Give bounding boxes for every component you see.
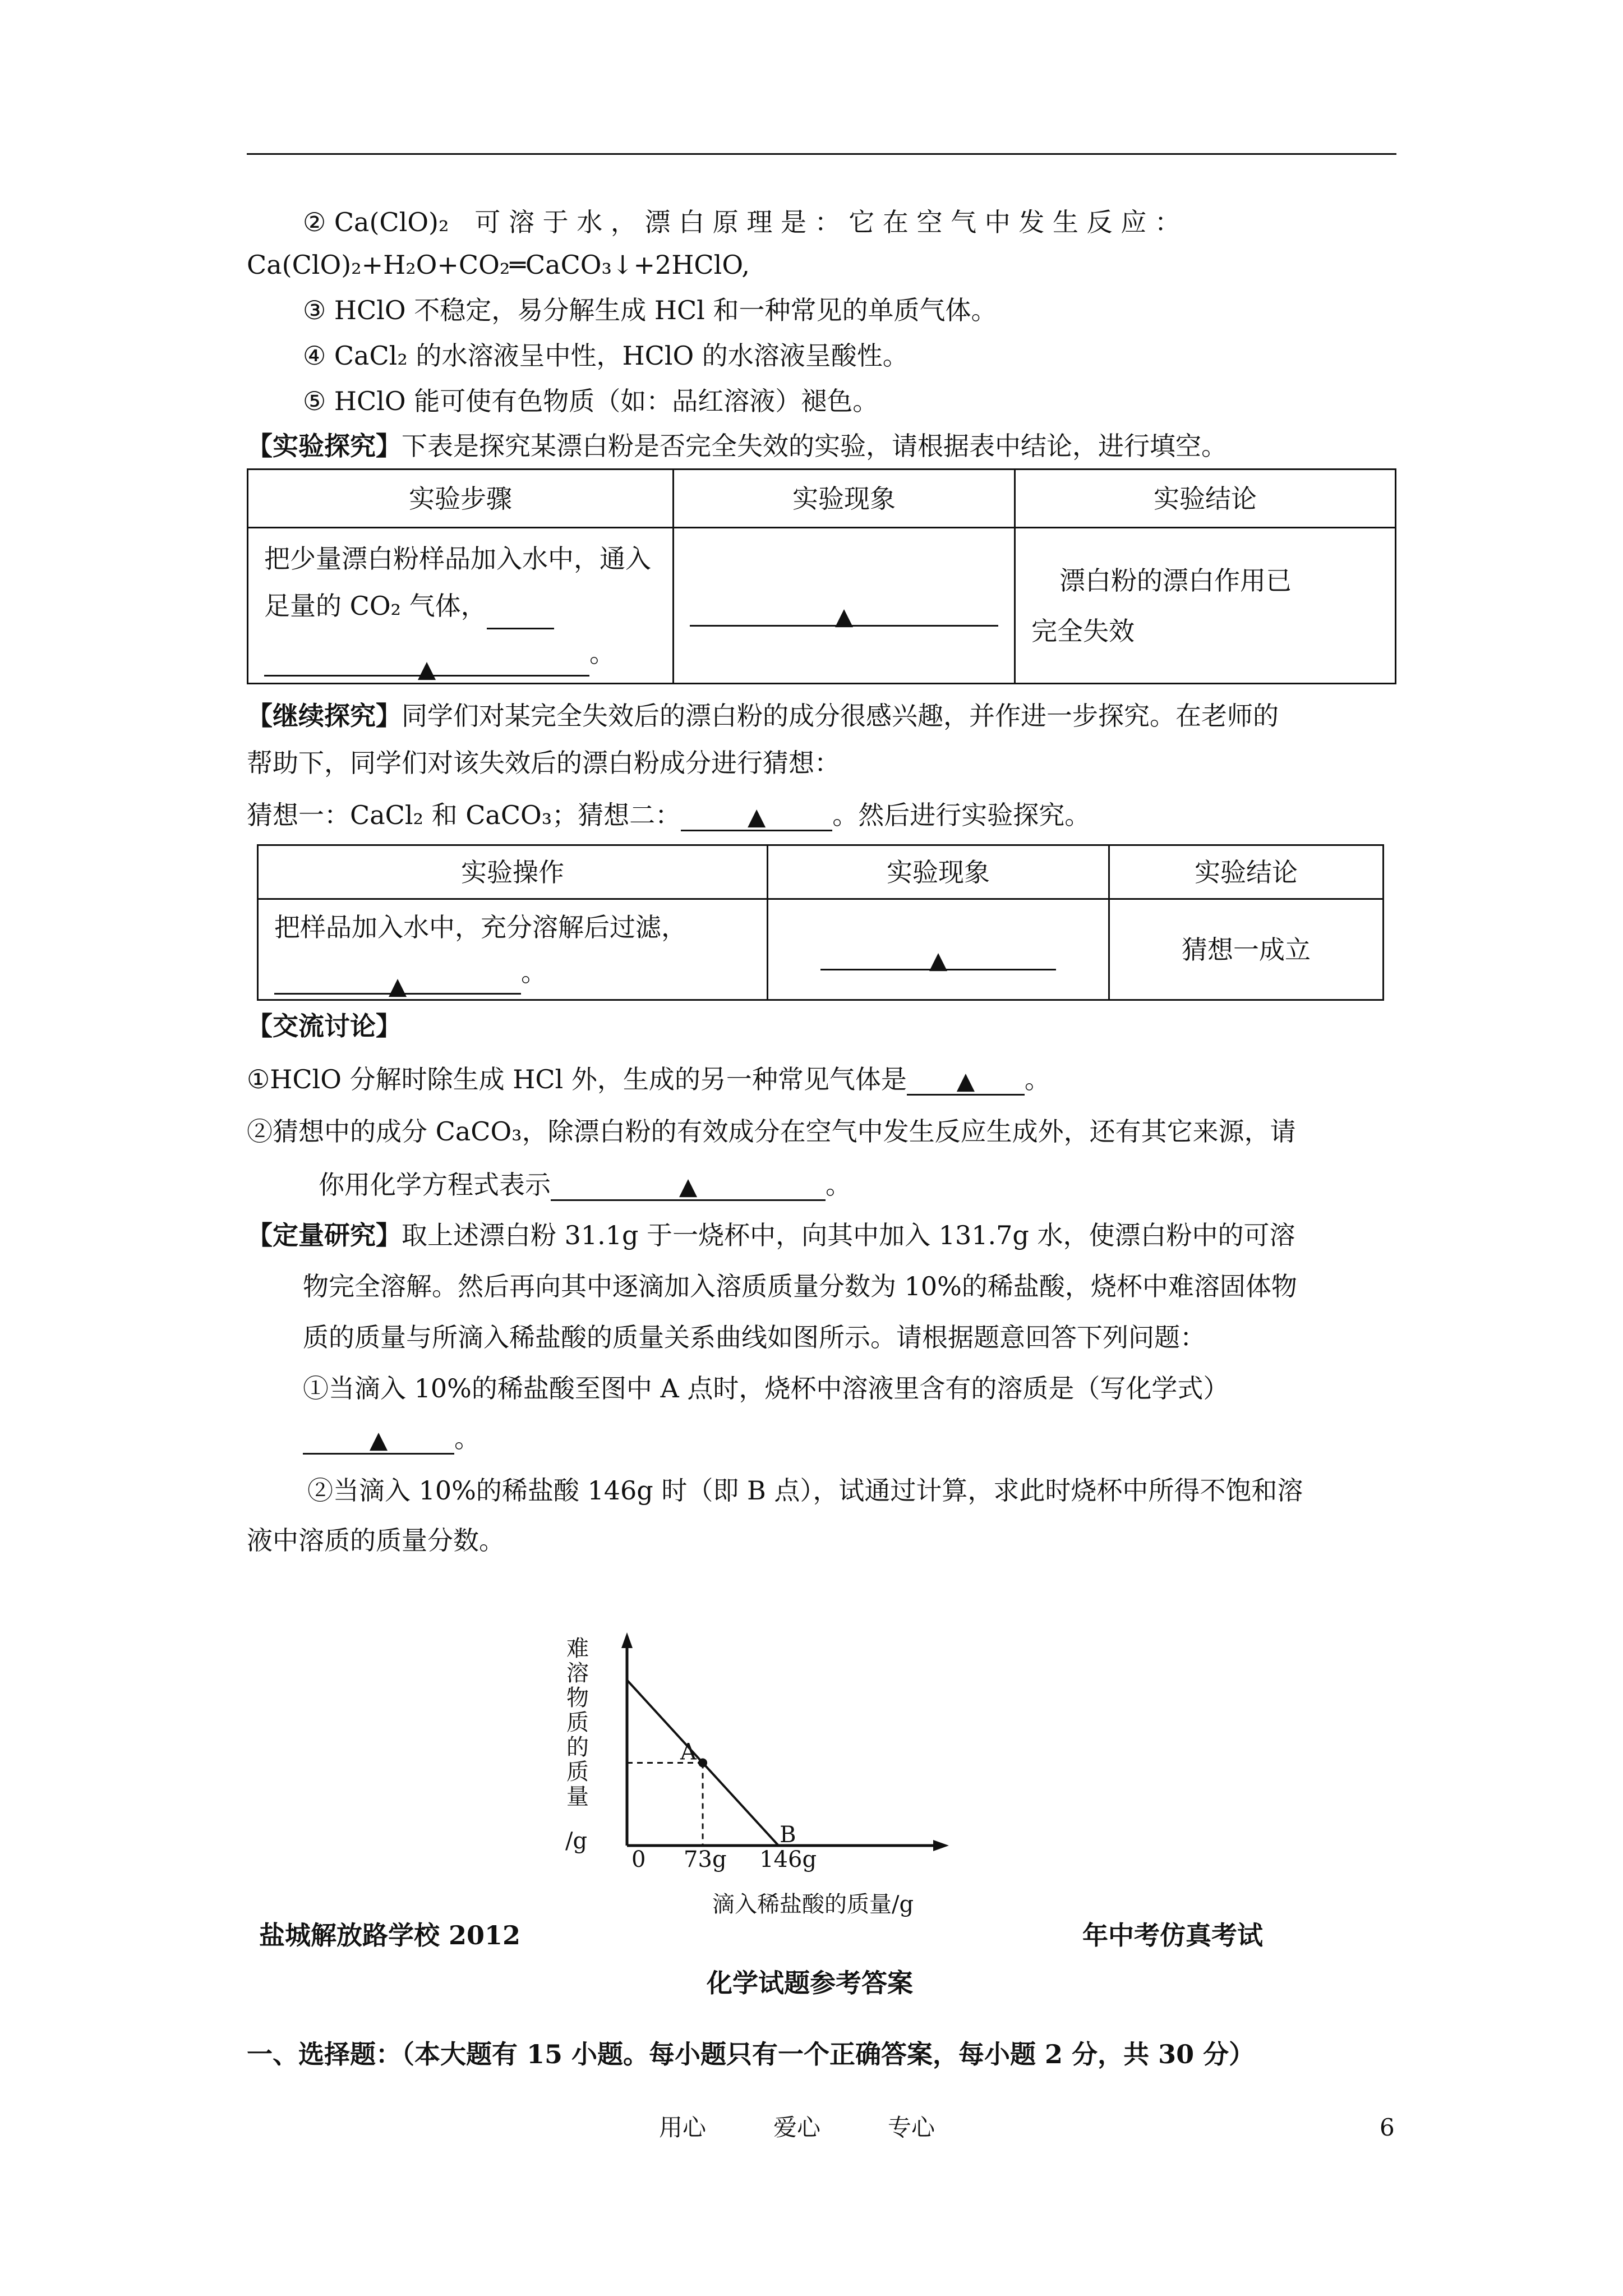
continue-op-line2: ▲ 。 <box>274 950 751 995</box>
hint-2: ② Ca(ClO)₂ 可 溶 于 水 ， 漂 白 原 理 是 ： 它 在 空 气 中 发 生 反 应 ： <box>303 207 1181 237</box>
answer-marker: ▲ <box>956 1067 975 1094</box>
answer-marker: ▲ <box>679 1172 698 1200</box>
explore-step-cell <box>248 528 674 684</box>
continue-op-line1: 把样品加入水中，充分溶解后过滤， <box>274 912 687 942</box>
footer-motto <box>659 2111 935 2144</box>
continue-conclusion-cell: 猜想一成立 <box>1109 899 1384 1000</box>
answers-school: 盐城解放路学校 2012 <box>259 1920 521 1950</box>
footer-motto-2: 爱心 <box>773 2114 821 2141</box>
continue-intro: 【继续探究】同学们对某完全失效后的漂白粉的成分很感兴趣，并作进一步探究。在老师的 <box>247 701 1279 731</box>
answer-marker: ▲ <box>929 946 948 974</box>
answers-section1: 一、选择题：（本大题有 15 小题。每小题只有一个正确答案，每小题 2 分，共 30 分） <box>247 2039 1255 2069</box>
ylabel-char: 质 <box>566 1759 589 1785</box>
continue-op-cell <box>258 899 768 1000</box>
quant-q2-line2: 液中溶质的质量分数。 <box>247 1525 505 1556</box>
explore-header-phenomenon: 实验现象 <box>674 470 1015 528</box>
continue-table <box>257 844 1384 1001</box>
hint-3: ③ HClO 不稳定，易分解生成 HCl 和一种常见的单质气体。 <box>303 295 997 325</box>
explore-phenomenon-blank[interactable] <box>690 595 998 630</box>
point-label-B: B <box>780 1822 796 1848</box>
explore-header-step: 实验步骤 <box>248 470 674 528</box>
ylabel-char: 质 <box>566 1710 589 1736</box>
continue-text2: 帮助下，同学们对该失效后的漂白粉成分进行猜想： <box>247 748 840 778</box>
quant-q1: ①当滴入 10%的稀盐酸至图中 A 点时，烧杯中溶液里含有的溶质是（写化学式） <box>303 1373 1229 1404</box>
y-axis-arrow <box>621 1632 633 1648</box>
answer-marker: ▲ <box>388 972 407 1000</box>
explore-conclusion-cell <box>1015 528 1396 684</box>
point-A <box>698 1759 707 1768</box>
quant-text2: 物完全溶解。然后再向其中逐滴加入溶质质量分数为 10%的稀盐酸，烧杯中难溶固体物 <box>303 1271 1297 1301</box>
continue-header-op: 实验操作 <box>258 845 768 899</box>
continue-phenomenon-blank[interactable] <box>820 938 1056 974</box>
ylabel-char: 溶 <box>566 1660 589 1686</box>
header-rule <box>247 153 1396 155</box>
hint-4: ④ CaCl₂ 的水溶液呈中性，HClO 的水溶液呈酸性。 <box>303 341 909 371</box>
footer-motto-3: 专心 <box>888 2114 935 2141</box>
ylabel-char: 的 <box>566 1734 589 1760</box>
quant-label: 【定量研究】 <box>247 1220 402 1250</box>
hint-2-equation: Ca(ClO)₂+H₂O+CO₂═CaCO₃↓+2HClO, <box>247 250 750 280</box>
ylabel-char: 物 <box>566 1685 589 1711</box>
mass-chart <box>561 1627 965 1918</box>
explore-step-line2: 足量的 CO₂ 气体， <box>264 582 657 629</box>
ylabel-char: 难 <box>566 1636 589 1662</box>
explore-conclusion-line2: 完全失效 <box>1031 615 1135 646</box>
discuss-q1: ①HClO 分解时除生成 HCl 外，生成的另一种常见气体是 ▲ 。 <box>247 1064 1050 1094</box>
quant-q1-answer: ▲ 。 <box>303 1422 480 1455</box>
continue-phenomenon-cell <box>768 899 1109 1000</box>
explore-phenomenon-cell <box>674 528 1015 684</box>
answer-marker: ▲ <box>748 803 766 830</box>
chart-ticks <box>631 1847 817 1872</box>
explore-text: 下表是探究某漂白粉是否完全失效的实验，请根据表中结论，进行填空。 <box>402 431 1227 461</box>
explore-step-line1: 把少量漂白粉样品加入水中，通入 <box>264 543 651 574</box>
discuss-q2-blank[interactable] <box>551 1169 826 1201</box>
tick-label: 0 <box>631 1847 646 1872</box>
answers-exam: 年中考仿真考试 <box>1082 1920 1263 1950</box>
discuss-label: 【交流讨论】 <box>247 1011 402 1041</box>
discuss-q1-blank[interactable] <box>907 1064 1025 1096</box>
discuss-q2: ②猜想中的成分 CaCO₃，除漂白粉的有效成分在空气中发生反应生成外，还有其它来源，请 <box>247 1116 1296 1147</box>
continue-guess: 猜想一：CaCl₂ 和 CaCO₃；猜想二： ▲ 。然后进行实验探究。 <box>247 800 1091 830</box>
continue-header-conclusion: 实验结论 <box>1109 845 1384 899</box>
chart-plot <box>627 1680 796 1848</box>
continue-op-blank[interactable] <box>274 963 521 1000</box>
tick-label: 73g <box>684 1847 727 1872</box>
page-number: 6 <box>1380 2114 1395 2141</box>
x-axis-arrow <box>933 1840 949 1851</box>
explore-step-blank1[interactable] <box>487 597 554 629</box>
explore-intro <box>247 430 1227 462</box>
explore-table <box>247 468 1396 684</box>
ylabel-unit: /g <box>565 1828 588 1854</box>
hint-5: ⑤ HClO 能可使有色物质（如：品红溶液）褪色。 <box>303 386 879 416</box>
tick-label: 146g <box>759 1847 817 1872</box>
explore-conclusion-line1: 漂白粉的漂白作用已 <box>1059 565 1292 596</box>
explore-header-conclusion: 实验结论 <box>1015 470 1396 528</box>
quant-text3: 质的质量与所滴入稀盐酸的质量关系曲线如图所示。请根据题意回答下列问题： <box>303 1322 1206 1352</box>
quant-q2: ②当滴入 10%的稀盐酸 146g 时（即 B 点），试通过计算，求此时烧杯中所得不饱和溶 <box>307 1475 1303 1506</box>
ylabel-char: 量 <box>566 1784 589 1810</box>
explore-step-line3: ▲。 <box>264 629 657 677</box>
answer-marker: ▲ <box>369 1426 388 1453</box>
point-label-A: A <box>680 1739 697 1765</box>
explore-label: 【实验探究】 <box>247 431 402 461</box>
explore-step-blank2[interactable] <box>264 645 589 683</box>
quant-intro: 【定量研究】取上述漂白粉 31.1g 于一烧杯中，向其中加入 131.7g 水，使漂白粉中的可溶 <box>247 1220 1295 1250</box>
continue-header-phenomenon: 实验现象 <box>768 845 1109 899</box>
answer-marker: ▲ <box>417 655 436 683</box>
footer-motto-1: 用心 <box>659 2114 707 2141</box>
answers-title: 化学试题参考答案 <box>707 1968 913 1998</box>
chart-ylabel <box>565 1636 589 1854</box>
continue-label: 【继续探究】 <box>247 701 402 731</box>
chart-xlabel: 滴入稀盐酸的质量/g <box>712 1892 914 1917</box>
guess2-blank[interactable] <box>681 799 832 831</box>
discuss-q2-line2: 你用化学方程式表示 ▲ 。 <box>319 1170 851 1200</box>
answer-marker: ▲ <box>834 602 854 630</box>
quant-q1-blank[interactable] <box>303 1423 454 1455</box>
